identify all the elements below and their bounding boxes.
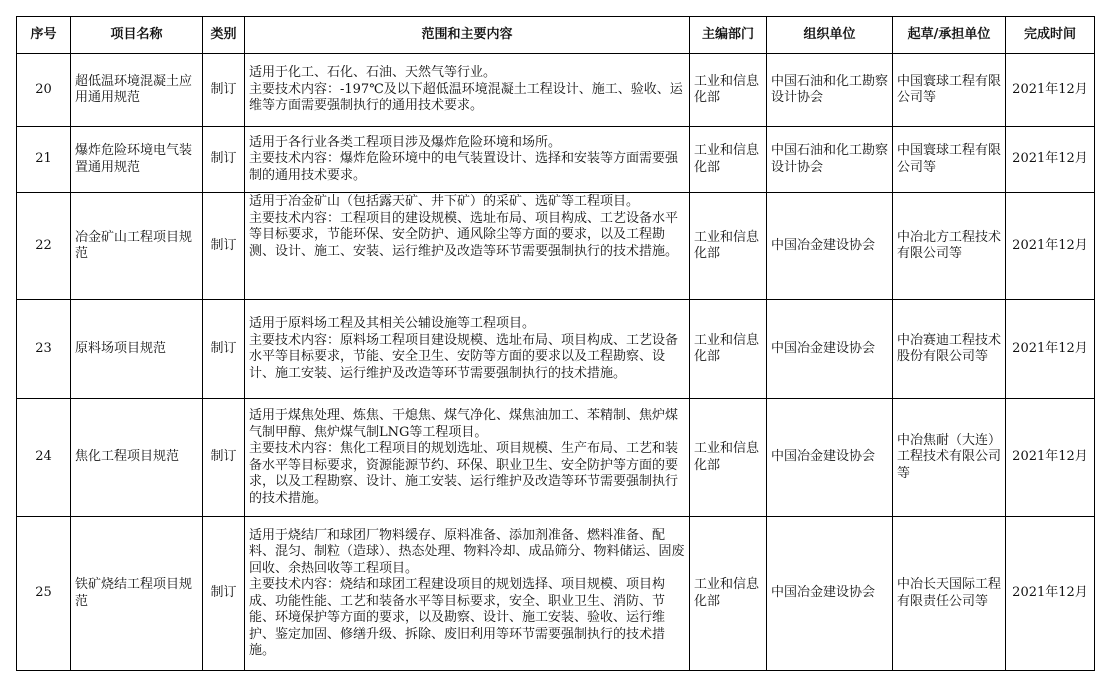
table-row [17,54,1095,127]
row-date: 2021年12月 [1006,300,1095,399]
row-dept: 工业和信息化部 [690,193,767,300]
row-drafter: 中冶焦耐（大连）工程技术有限公司等 [893,399,1006,517]
scope-tech-text: 主要技术内容：-197℃及以下超低温环境混凝土工程设计、施工、验收、运维等方面需要强制执行的通用技术要求。 [249,81,683,114]
row-org: 中国石油和化工勘察设计协会 [767,54,893,127]
row-seq: 24 [17,399,71,517]
row-dept: 工业和信息化部 [690,127,767,193]
scope-apply-text: 适用于煤焦处理、炼焦、干熄焦、煤气净化、煤焦油加工、苯精制、焦炉煤气制甲醇、焦炉煤气制LNG等工程项目。 [249,408,679,440]
header-name: 项目名称 [71,17,203,54]
row-category: 制订 [203,193,245,300]
table-row [17,127,1095,193]
row-date: 2021年12月 [1006,193,1095,300]
header-seq: 序号 [17,17,71,54]
row-name: 冶金矿山工程项目规范 [71,193,203,300]
scope-apply-text: 适用于化工、石化、石油、天然气等行业。 [249,65,497,81]
row-name: 超低温环境混凝土应用通用规范 [71,54,203,127]
header-date: 完成时间 [1006,17,1095,54]
row-seq: 20 [17,54,71,127]
row-category: 制订 [203,399,245,517]
row-dept: 工业和信息化部 [690,399,767,517]
table-row [17,517,1095,671]
row-scope [245,54,690,127]
row-drafter: 中冶长天国际工程有限责任公司等 [893,517,1006,671]
row-date: 2021年12月 [1006,517,1095,671]
row-drafter: 中冶北方工程技术有限公司等 [893,193,1006,300]
standards-table [16,16,1095,671]
table-header-row [17,17,1095,54]
row-drafter: 中冶赛迪工程技术股份有限公司等 [893,300,1006,399]
row-date: 2021年12月 [1006,54,1095,127]
scope-apply-text: 适用于烧结厂和球团厂物料缓存、原料准备、添加剂准备、燃料准备、配料、混匀、制粒（造球）、热态处理、物料冷却、成品筛分、物料储运、固废回收、余热回收等工程项目。 [249,527,685,576]
row-name: 原料场项目规范 [71,300,203,399]
scope-tech-text: 主要技术内容：烧结和球团工程建设项目的规划选择、项目规模、项目构成、功能性能、工艺和装备水平等目标要求，安全、职业卫生、消防、节能、环境保护等方面的要求，以及勘察、设计、施工安装、验收、运行维护、鉴定加固、修缮升级、拆除、废旧利用等环节需要强制执行的技术措施。 [249,577,666,658]
row-dept: 工业和信息化部 [690,517,767,671]
row-org: 中国冶金建设协会 [767,517,893,671]
row-org: 中国冶金建设协会 [767,399,893,517]
row-scope [245,300,690,399]
scope-tech-text: 主要技术内容：工程项目的建设规模、选址布局、项目构成、工艺设备水平等目标要求，节能环保、安全防护、通风除尘等方面的要求，以及工程勘测、设计、施工、安装、运行维护及改造等环节需要强制执行的技术措施。 [249,210,679,259]
row-seq: 23 [17,300,71,399]
row-seq: 25 [17,517,71,671]
row-name: 铁矿烧结工程项目规范 [71,517,203,671]
row-date: 2021年12月 [1006,127,1095,193]
header-org: 组织单位 [767,17,893,54]
row-scope [245,517,690,671]
row-date: 2021年12月 [1006,399,1095,517]
row-category: 制订 [203,300,245,399]
header-drafter: 起草/承担单位 [893,17,1006,54]
row-scope [245,193,690,300]
header-category: 类别 [203,17,245,54]
row-category: 制订 [203,127,245,193]
row-name: 爆炸危险环境电气装置通用规范 [71,127,203,193]
row-dept: 工业和信息化部 [690,54,767,127]
row-category: 制订 [203,54,245,127]
row-scope [245,399,690,517]
row-org: 中国冶金建设协会 [767,300,893,399]
row-org: 中国石油和化工勘察设计协会 [767,127,893,193]
scope-tech-text: 主要技术内容：原料场工程项目建设规模、选址布局、项目构成、工艺设备水平等目标要求，节能、安全卫生、安防等方面的要求以及工程勘察、设计、施工安装、运行维护及改造等环节需要强制执行的技术措施。 [249,332,679,381]
header-dept: 主编部门 [690,17,767,54]
row-drafter: 中国寰球工程有限公司等 [893,127,1006,193]
row-scope [245,127,690,193]
row-dept: 工业和信息化部 [690,300,767,399]
header-scope: 范围和主要内容 [245,17,690,54]
row-seq: 22 [17,193,71,300]
row-name: 焦化工程项目规范 [71,399,203,517]
scope-apply-text: 适用于各行业各类工程项目涉及爆炸危险环境和场所。 [249,134,562,150]
scope-apply-text: 适用于冶金矿山（包括露天矿、井下矿）的采矿、选矿等工程项目。 [249,194,640,209]
table-row [17,300,1095,399]
scope-tech-text: 主要技术内容：焦化工程项目的规划选址、项目规模、生产布局、工艺和装备水平等目标要求，资源能源节约、环保、职业卫生、安全防护等方面的要求，以及工程勘察、设计、施工安装、运行维护及改造等环节需要强制执行的技术措施。 [249,441,679,506]
table-row [17,193,1095,300]
row-seq: 21 [17,127,71,193]
row-drafter: 中国寰球工程有限公司等 [893,54,1006,127]
scope-apply-text: 适用于原料场工程及其相关公辅设施等工程项目。 [249,316,536,331]
scope-tech-text: 主要技术内容：爆炸危险环境中的电气装置设计、选择和安装等方面需要强制的通用技术要求。 [249,151,679,183]
row-org: 中国冶金建设协会 [767,193,893,300]
table-row [17,399,1095,517]
row-category: 制订 [203,517,245,671]
